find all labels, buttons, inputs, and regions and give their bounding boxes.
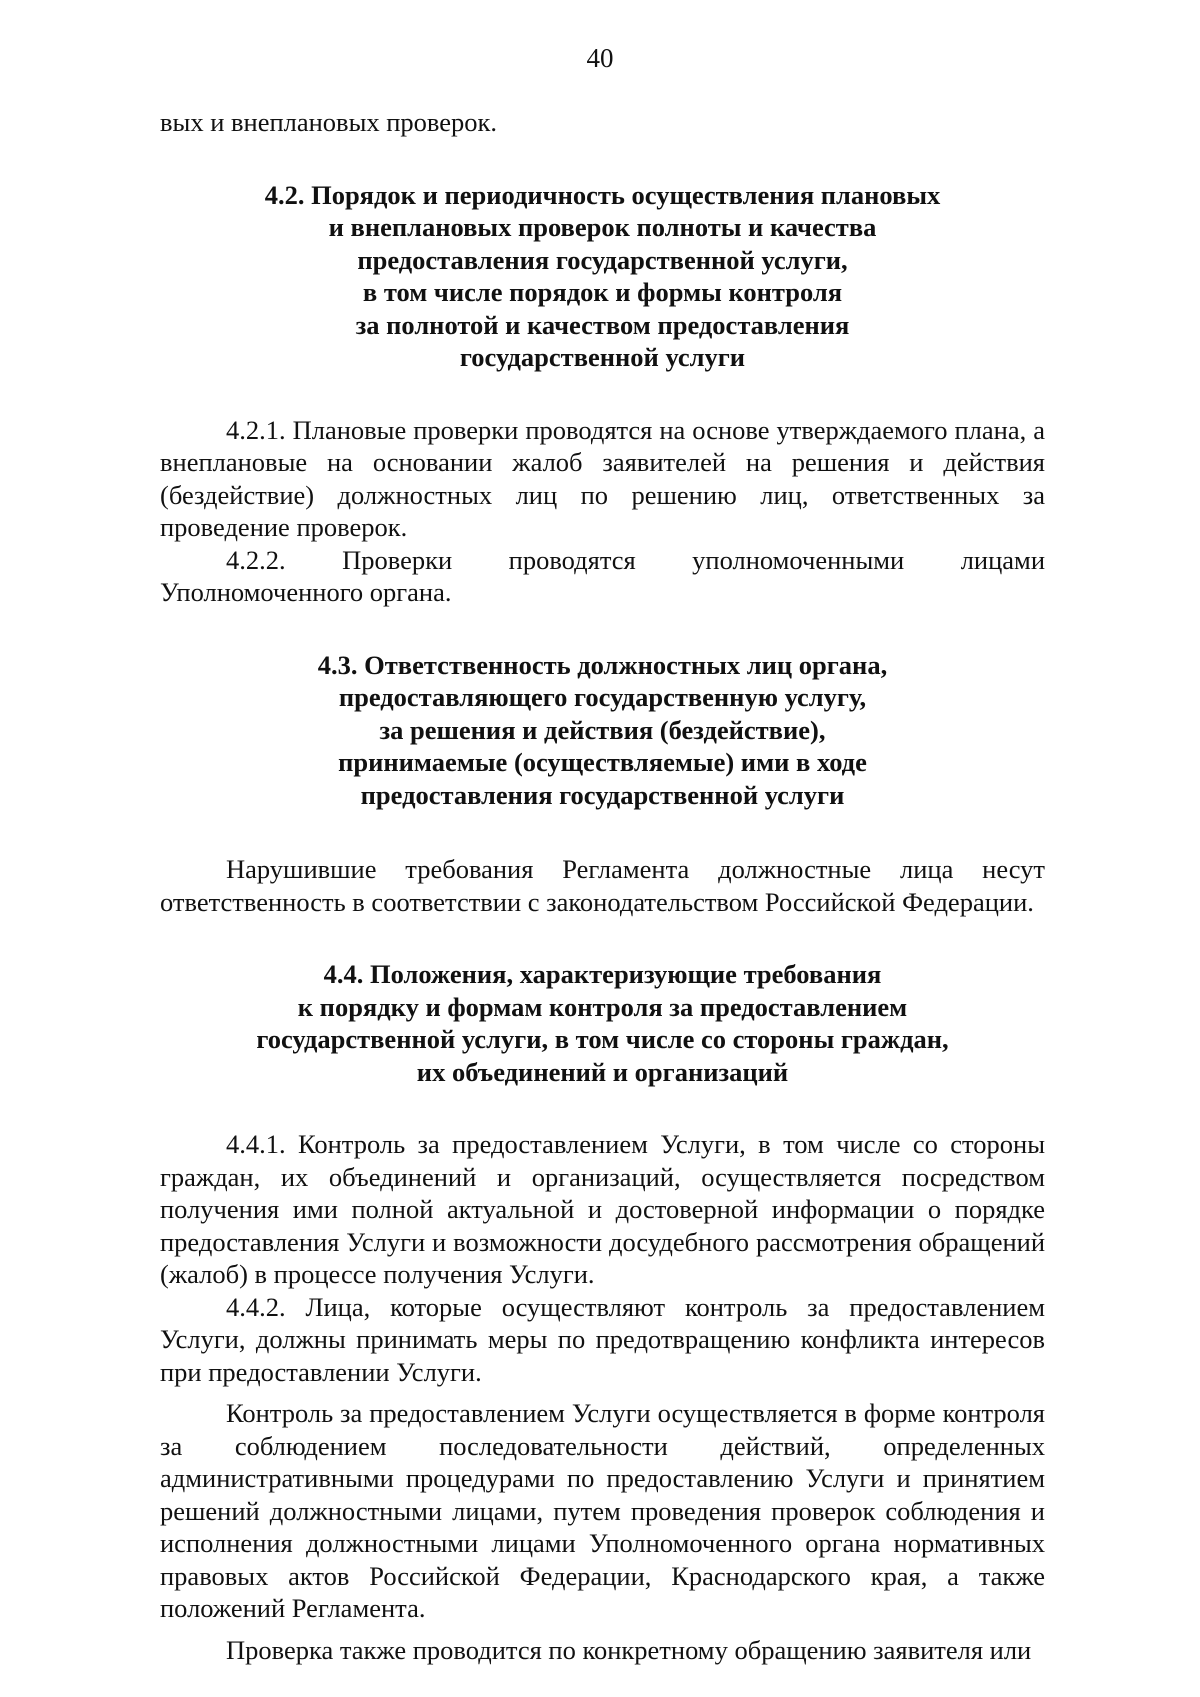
heading-line: их объединений и организаций (416, 1056, 789, 1087)
paragraph-4-4-1: 4.4.1. Контроль за предоставлением Услуги, в том числе со стороны граждан, их объединений и организаций, осуществляется посредством получения ими полной актуальной и достоверной информации о порядке предоставления Услуги и возможности досудебного рассмотрения обращений (жалоб) в процессе получения Услуги. (160, 1129, 1045, 1289)
heading-line: 4.4. Положения, характеризующие требования (323, 959, 882, 989)
heading-line: предоставления государственной услуги (360, 779, 845, 810)
heading-line: к порядку и формам контроля за предоставлением (297, 991, 908, 1022)
paragraph-inspection: Проверка также проводится по конкретному обращению заявителя или (226, 1634, 1032, 1665)
heading-line: предоставления государственной услуги, (357, 244, 848, 275)
heading-line: и внеплановых проверок полноты и качества (328, 212, 877, 242)
document-body (160, 106, 1045, 1666)
heading-line: за полнотой и качеством предоставления (355, 309, 850, 340)
continued-text-fragment: вых и внеплановых проверок. (160, 107, 498, 137)
paragraph-4-3-responsibility: Нарушившие требования Регламента должностные лица несут ответственность в соответствии с законодательством Российской Федерации. (160, 854, 1045, 917)
section-heading-4-3 (160, 649, 1045, 812)
paragraph-4-2-2: 4.2.2. Проверки проводятся уполномоченными лицами Уполномоченного органа. (160, 544, 1045, 607)
heading-line: государственной услуги (459, 342, 746, 372)
heading-line: 4.2. Порядок и периодичность осуществления плановых (264, 179, 941, 210)
section-heading-4-2 (160, 179, 1045, 374)
paragraph-4-2-1: 4.2.1. Плановые проверки проводятся на основе утверждаемого плана, а внеплановые на основании жалоб заявителей на решения и действия (бездействие) должностных лиц по решению лиц, ответственных за проведение проверок. (160, 414, 1045, 542)
paragraph-4-4-2: 4.4.2. Лица, которые осуществляют контроль за предоставлением Услуги, должны принимать меры по предотвращению конфликта интересов при предоставлении Услуги. (160, 1291, 1045, 1387)
heading-line: 4.3. Ответственность должностных лиц органа, (317, 649, 888, 680)
paragraph-control-form: Контроль за предоставлением Услуги осуществляется в форме контроля за соблюдением последовательности действий, определенных административными процедурами по предоставлению Услуги и принятием решений должностными лицами, путем проведения проверок соблюдения и исполнения должностными лицами Уполномоченного органа нормативных правовых актов Российской Федерации, Краснодарского края, а также положений Регламента. (160, 1398, 1045, 1623)
heading-line: за решения и действия (бездействие), (379, 714, 826, 745)
heading-line: предоставляющего государственную услугу, (338, 682, 867, 712)
heading-line: государственной услуги, в том числе со стороны граждан, (256, 1024, 949, 1054)
heading-line: принимаемые (осуществляемые) ими в ходе (338, 747, 867, 777)
section-heading-4-4 (160, 958, 1045, 1088)
heading-line: в том числе порядок и формы контроля (362, 277, 843, 307)
page-number: 40 (586, 43, 614, 73)
